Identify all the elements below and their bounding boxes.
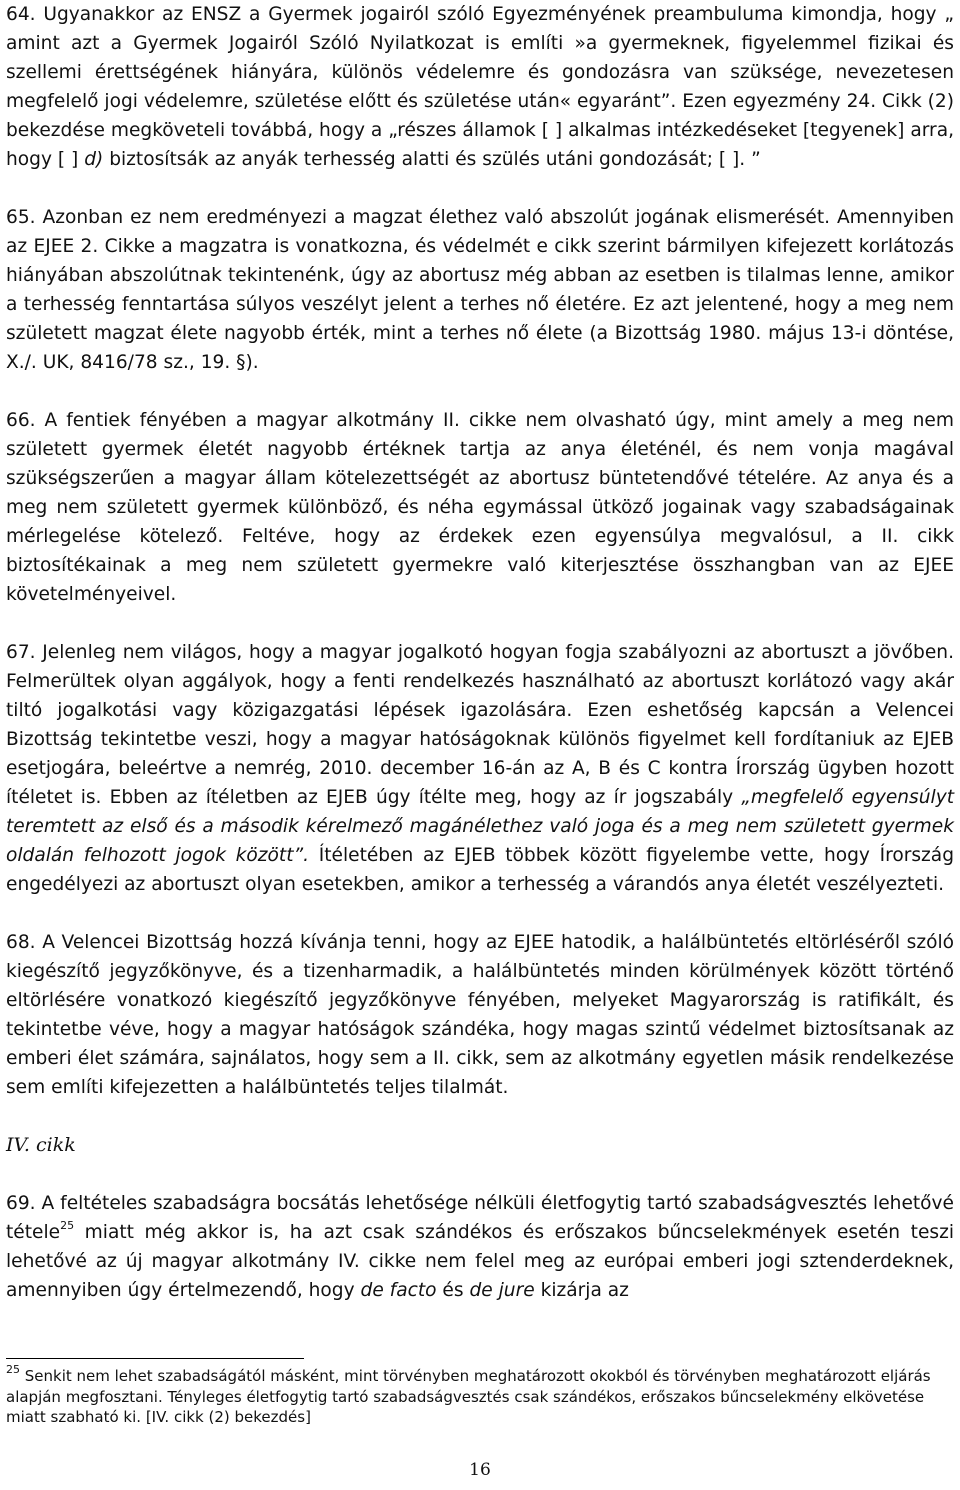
paragraph-68: 68. A Velencei Bizottság hozzá kívánja tenni, hogy az EJEE hatodik, a halálbüntetés eltörléséről szóló kiegészítő jegyzőkönyve, és a tizenharmadik, a halálbüntetés minden körülmények között történő eltörlésére vonatkozó kiegészítő jegyzőkönyve fényében, melyeket Magyarország is ratifikált, és tekintetbe véve, hogy a magyar hatóságok szándéka, hogy magas szintű védelmet biztosítsanak az emberi élet számára, sajnálatos, hogy sem a II. cikk, sem az alkotmány egyetlen másik rendelkezése sem említi kifejezetten a halálbüntetés teljes tilalmát. (6, 932, 954, 1098)
paragraph-spacer (6, 174, 954, 203)
paragraph-67-text-end: Ítéletében az EJEB többek között figyelembe vette, hogy Írország engedélyezi az abortuszt olyan esetekben, amikor a terhesség a várandós anya életét veszélyezteti. (6, 845, 954, 895)
paragraph-69 (6, 1189, 954, 1305)
paragraph-spacer (6, 609, 954, 638)
paragraph-64-text-end: biztosítsák az anyák terhesség alatti és szülés utáni gondozását; [ ]. ” (103, 149, 761, 170)
paragraph-69-text-2: miatt még akkor is, ha azt csak szándékos és erőszakos bűncselekmények esetén teszi lehetővé az új magyar alkotmány IV. cikke nem felel meg az európai emberi jogi sztenderdeknek, amennyiben úgy értelmezendő, hogy (6, 1222, 954, 1301)
paragraph-69-italic-de-facto: de facto (360, 1280, 437, 1301)
paragraph-spacer (6, 1102, 954, 1131)
footnote-text: Senkit nem lehet szabadságától másként, mint törvényben meghatározott okokból és törvényben meghatározott eljárás alapján megfosztani. Tényleges életfogytig tartó szabadságvesztés csak szándékos, erőszakos bűncselekmény elkövetése miatt szabható ki. [IV. cikk (2) bekezdés] (6, 1367, 931, 1426)
paragraph-66: 66. A fentiek fényében a magyar alkotmány II. cikke nem olvasható úgy, mint amely a meg nem született gyermek életét nagyobb értéknek tartja az anya életénél, és nem vonja magával szükségszerűen a magyar állam kötelezettségét az abortusz büntetendővé tételére. Az anya és a meg nem született gyermek különböző, és néha egymással ütköző jogainak vagy szabadságainak mérlegelése kötelező. Feltéve, hogy az érdekek ezen egyensúlya megvalósul, a II. cikk biztosítékainak a meg nem született gyermekre való kiterjesztése összhangban van az EJEE követelményeivel. (6, 410, 954, 605)
footnote-reference[interactable]: 25 (60, 1218, 75, 1232)
paragraph-69-text: 69. A feltételes szabadságra bocsátás lehetősége nélküli életfogytig tartó szabadságvesztés lehetővé tétele (6, 1193, 954, 1243)
paragraph-64-italic: d) (84, 149, 104, 170)
paragraph-spacer (6, 377, 954, 406)
footnote-divider (6, 1358, 304, 1359)
paragraph-67-italic-quote: „megfelelő egyensúlyt teremtett az első és a második kérelmező magánélethez való joga és a meg nem született gyermek oldalán felhozott jogok között”. (6, 787, 954, 866)
paragraph-64-text: 64. Ugyanakkor az ENSZ a Gyermek jogairól szóló Egyezményének preambuluma kimondja, hogy „ amint azt a Gyermek Jogairól Szóló Nyilatkozat is említi »a gyermeknek, figyelemmel fizikai és szellemi érettségének hiányára, különös védelemre és gondozásra van szüksége, nevezetesen megfelelő jogi védelemre, születése előtt és születése után« egyaránt”. Ezen egyezmény 24. Cikk (2) bekezdése megköveteli továbbá, hogy a „részes államok [ ] alkalmas intézkedéseket [tegyenek] arra, hogy [ ] (6, 4, 954, 170)
paragraph-65: 65. Azonban ez nem eredményezi a magzat élethez való abszolút jogának elismerését. Amennyiben az EJEE 2. Cikke a magzatra is vonatkozna, és védelmét e cikk szerint bármilyen kifejezett korlátozás hiányában abszolútnak tekintenénk, úgy az abortusz még abban az esetben is tilalmas lenne, amikor a terhesség fenntartása súlyos veszélyt jelent a terhes nő életére. Ez azt jelentené, hogy a meg nem született magzat élete nagyobb érték, mint a terhes nő élete (a Bizottság 1980. május 13-i döntése, X./. UK, 8416/78 sz., 19. §). (6, 207, 954, 373)
document-page (6, 0, 954, 1305)
footnote-number: 25 (6, 1363, 20, 1376)
paragraph-67 (6, 638, 954, 899)
paragraph-64 (6, 0, 954, 174)
footnote (6, 1363, 954, 1428)
paragraph-69-italic-de-jure: de jure (469, 1280, 535, 1301)
page-number: 16 (469, 1460, 491, 1480)
section-heading: IV. cikk (6, 1134, 76, 1156)
paragraph-spacer (6, 1160, 954, 1189)
paragraph-69-text-3: és (436, 1280, 470, 1301)
paragraph-67-text: 67. Jelenleg nem világos, hogy a magyar jogalkotó hogyan fogja szabályozni az abortuszt a jövőben. Felmerültek olyan aggályok, hogy a fenti rendelkezés használható az abortuszt korlátozó vagy akár tiltó jogalkotási vagy közigazgatási lépések igazolására. Ezen eshetőség kapcsán a Velencei Bizottság tekintetbe veszi, hogy a magyar hatóságoknak különös figyelmet kell fordítaniuk az EJEB esetjogára, beleértve a nemrég, 2010. december 16-án az A, B és C kontra Írország ügyben hozott ítéletet is. Ebben az ítéletben az EJEB úgy ítélte meg, hogy az ír jogszabály (6, 642, 954, 808)
paragraph-69-text-4: kizárja az (534, 1280, 629, 1301)
paragraph-spacer (6, 899, 954, 928)
